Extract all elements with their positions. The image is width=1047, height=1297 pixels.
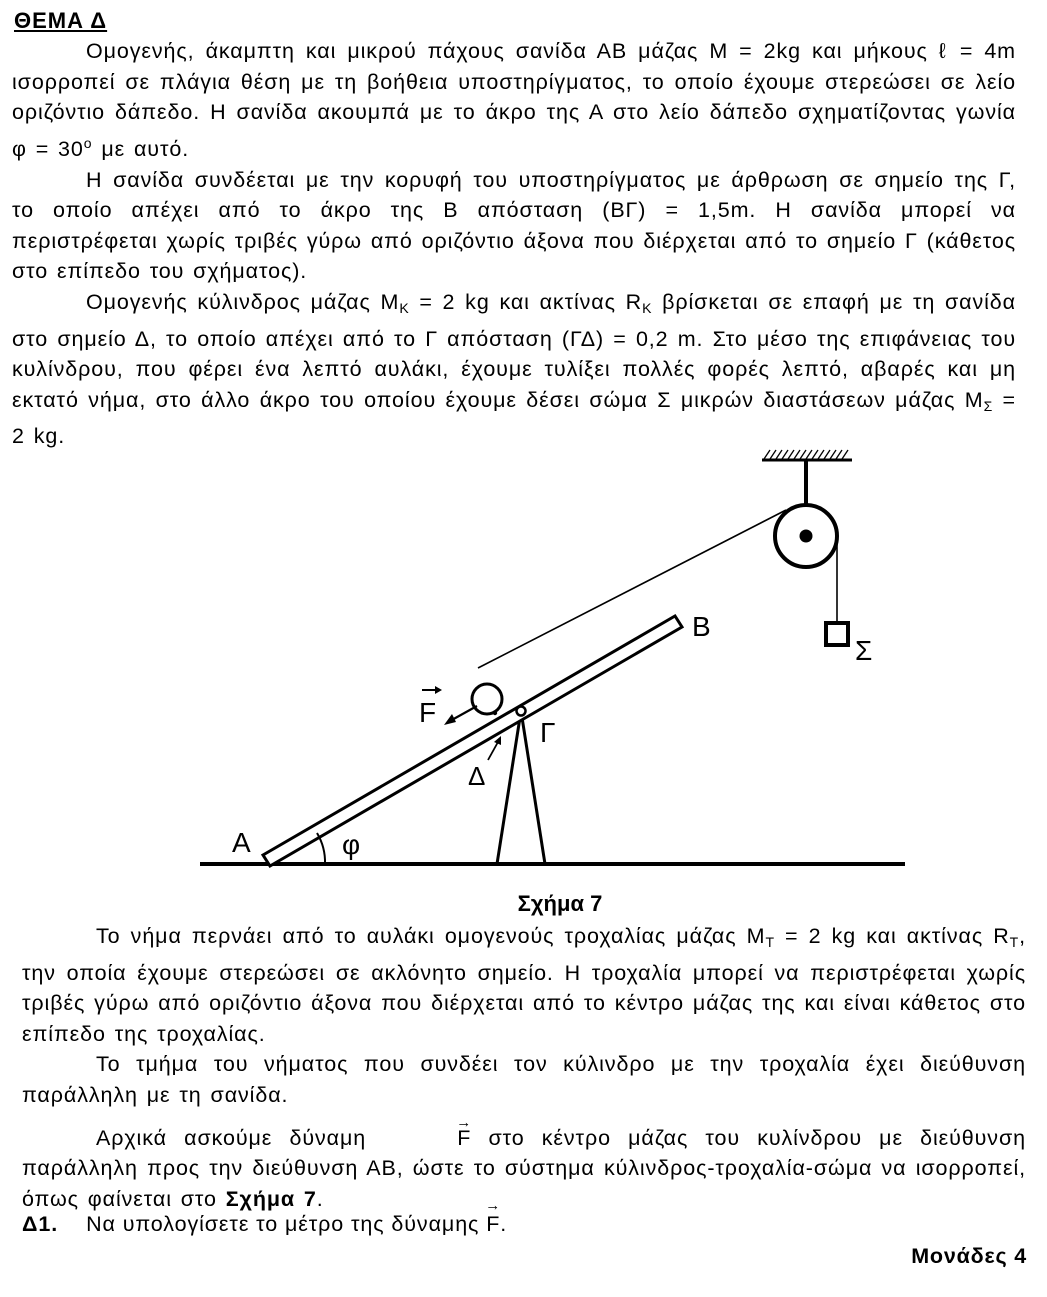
vector-F: → F	[383, 1123, 471, 1154]
vector-arrow-F	[422, 686, 442, 694]
label-phi: φ	[342, 829, 361, 860]
plank-AB	[263, 616, 682, 866]
paragraph-hinge: Η σανίδα συνδέεται με την κορυφή του υποστηρίγματος με άρθρωση σε σημείο της Γ, το οποίο απέχει από το άκρο της Β απόσταση (ΒΓ) = 1,5m. Η σανίδα μπορεί να περιστρέφεται χωρίς τριβές γύρω από οριζόντιο άξονα που διέρχεται από το σημείο Γ (κάθετος στο επίπεδο του σχήματος).	[12, 167, 1016, 284]
label-sigma: Σ	[855, 635, 873, 666]
figure-7	[0, 435, 1047, 885]
problem-statement	[12, 36, 1016, 452]
cylinder	[472, 684, 502, 714]
hanging-mass	[826, 623, 848, 645]
support	[497, 711, 545, 864]
ceiling-mount	[762, 450, 852, 505]
label-B: Β	[692, 611, 711, 642]
label-F: F	[419, 697, 437, 728]
question-text: Να υπολογίσετε το μέτρο της δύναμης	[86, 1212, 487, 1236]
label-A: Α	[232, 827, 251, 858]
paragraph-plank: Ομογενής, άκαμπτη και μικρού πάχους σανίδα ΑΒ μάζας Μ = 2kg και μήκους ℓ = 4m ισορροπεί σε πλάγια θέση με τη βοήθεια υποστηρίγματος, το οποίο έχουμε στερεώσει σε λείο οριζόντιο δάπεδο. Η σανίδα ακουμπά με το άκρο της Α στο λείο δάπεδο σχηματίζοντας γωνία $\varphi = 30^o$ με αυτό.	[12, 39, 1016, 161]
vector-F: → F	[486, 1212, 500, 1237]
force-arrow	[444, 706, 477, 725]
section-title: ΘΕΜΑ Δ	[14, 8, 108, 33]
marks: Μονάδες 4	[911, 1244, 1027, 1268]
paragraph-force: Αρχικά ασκούμε δύναμη → F στο κέντρο μάζας του κυλίνδρου με διεύθυνση παράλληλη προς την διεύθυνση ΑΒ, ώστε το σύστημα κύλινδρος-τροχαλία-σώμα να ισορροπεί, όπως φαίνεται στο Σχήμα 7.	[22, 1123, 1026, 1215]
question-number: Δ1.	[22, 1212, 59, 1236]
paragraph-string: Το τμήμα του νήματος που συνδέει τον κύλινδρο με την τροχαλία έχει διεύθυνση παράλληλη με τη σανίδα.	[22, 1052, 1026, 1107]
problem-continuation	[22, 921, 1026, 1214]
question-D1: Δ1. Να υπολογίσετε το μέτρο της δύναμης → F.	[22, 1212, 507, 1237]
contact-point-D	[493, 711, 497, 715]
figure-caption: Σχήμα 7	[517, 891, 603, 916]
label-G: Γ	[540, 717, 556, 748]
hinge-G	[517, 707, 526, 716]
paragraph-pulley: Το νήμα περνάει από το αυλάκι ομογενούς τροχαλίας μάζας $M_T = 2$ kg και ακτίνας $R_T$, την οποία έχουμε στερεώσει σε ακλόνητο σημείο. Η τροχαλία μπορεί να περιστρέφεται χωρίς τριβές γύρω από οριζόντιο άξονα που διέρχεται από το κέντρο μάζας της και είναι κάθετος στο επίπεδο της τροχαλίας.	[22, 924, 1026, 1046]
pulley	[775, 505, 837, 567]
label-D: Δ	[468, 761, 486, 791]
paragraph-cylinder: Ομογενής κύλινδρος μάζας $M_K = 2$ kg και ακτίνας $R_K$ βρίσκεται σε επαφή με τη σανίδα στο σημείο Δ, το οποίο απέχει από το Γ απόσταση (ΓΔ) = 0,2 m. Στο μέσο της επιφάνειας του κυλίνδρου, που φέρει ένα λεπτό αυλάκι, έχουμε τυλίξει πολλές φορές λεπτό, αβαρές και μη εκτατό νήμα, στο άλλο άκρο του οποίου έχουμε δέσει σώμα Σ μικρών διαστάσεων μάζας $M_\Sigma = 2$ kg.	[12, 289, 1017, 449]
